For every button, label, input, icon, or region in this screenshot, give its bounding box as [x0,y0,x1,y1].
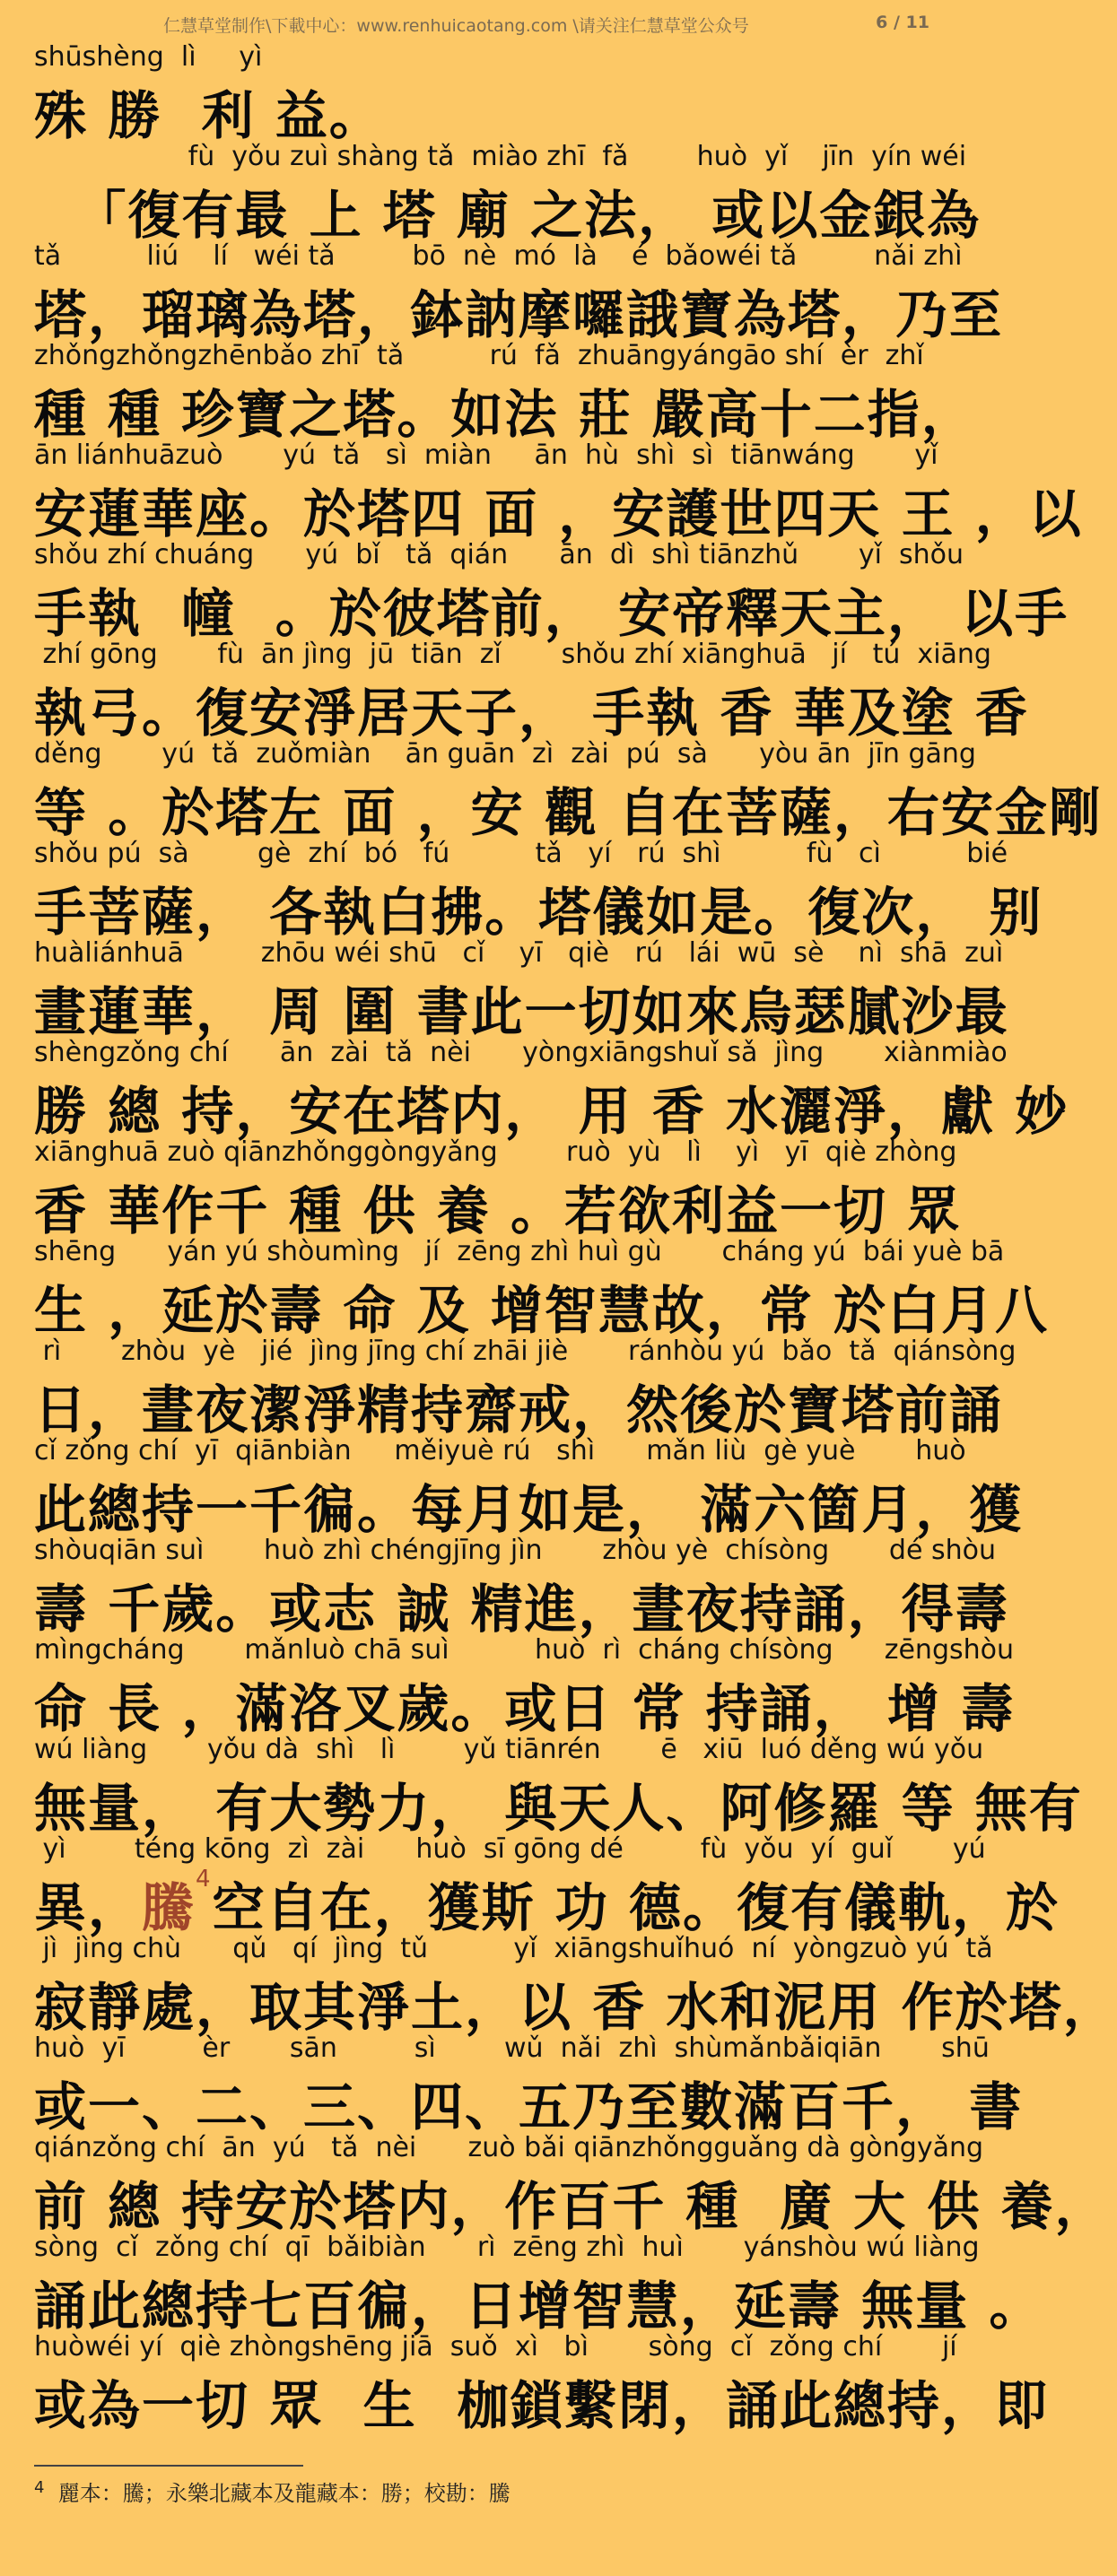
pinyin-line: huòwéi yí qiè zhòngshēng jiā suǒ xì bì sòng cǐ zǒng chí jí [34,2331,957,2363]
footnote-ref-char: 騰 [142,1877,196,1938]
hanzi-line: 安蓮華座。於塔四 面 ，安護世四天 王 ，以 [34,483,1083,544]
footnote-divider [34,2465,303,2467]
pinyin-line: cǐ zǒng chí yī qiānbiàn měiyuè rú shì mǎn liù gè yuè huò [34,1435,966,1466]
hanzi-line: 誦此總持七百徧，日增智慧，延壽 無量 。 [34,2276,1043,2337]
text-line [0,1531,1009,1640]
text-line [0,1332,1017,1440]
hanzi-line: 香 華作千 種 供 養 。若欲利益一切 眾 [34,1180,962,1241]
pinyin-line: shēng yán yú shòumìng jí zēng zhì huì gù cháng yú bái yuè bā [34,1236,1005,1267]
pinyin-line: shūshèng lì yì [34,41,263,73]
pinyin-line: děng yú tǎ zuǒmiàn ān guān zì zài pú sà yòu ān jīn gāng [34,738,976,770]
hanzi-line: 塔，瑠璃為塔，鉢訥摩囉誐寶為塔，乃至 [34,284,1004,345]
footnote [34,2476,511,2507]
pinyin-line: ān liánhuāzuò yú tǎ sì miàn ān hù shì sì tiānwáng yǐ [34,439,938,471]
text-line [0,735,1103,843]
text-line [0,1631,1016,1739]
hanzi-line: 或為一切 眾 生 枷鎖繫閉，誦此總持，即 [34,2375,1049,2436]
text-line [0,336,975,445]
hanzi-line: 寂靜處，取其淨土，以 香 水和泥用 作於塔， [34,1977,1117,2038]
hanzi-line: 日，晝夜潔淨精持齋戒，然後於寶塔前誦 [34,1379,1004,1440]
hanzi-line: 執弓。復安淨居天子， 手執 香 華及塗 香 [34,683,1029,744]
hanzi-line: 等 。於塔左 面 ，安 觀 自在菩薩，右安金剛 [34,782,1103,843]
header-source-text: 仁慧草堂制作\下載中心：www.renhuicaotang.com \请关注仁慧草堂公众号 [163,16,749,36]
text-line [0,2328,1049,2436]
hanzi-line: 勝 總 持，安在塔内， 用 香 水灑淨，獻 妙 [34,1081,1069,1142]
pinyin-line: shǒu zhí chuáng yú bǐ tǎ qián ān dì shì tiānzhǔ yǐ shǒu [34,539,964,570]
pinyin-line: huàliánhuā zhōu wéi shū cǐ yī qiè rú lái wū sè nì shā zuì [34,937,1004,969]
pinyin-line: qiánzǒng chí ān yú tǎ nèi zuò bǎi qiānzhǒngguǎng dà gòngyǎng [34,2132,984,2163]
scripture-text [0,38,1117,2436]
hanzi-segment: 空自在，獲斯 功 德。復有儀軌，於 [212,1877,1060,1938]
pinyin-line: zhí gōng fù ān jìng jū tiān zǐ shǒu zhí xiānghuā jí tú xiāng [34,639,991,670]
pinyin-line: mìngcháng mǎnluò chā suì huò rì cháng chísòng zēngshòu [34,1634,1014,1666]
text-line [0,1432,1024,1540]
pinyin-line: huò yī èr sān sì wǔ nǎi zhì shùmǎnbǎiqiān shū [34,2032,990,2064]
text-line [0,635,1029,744]
text-line [0,834,1043,943]
footnote-marker[interactable]: 4 [196,1866,213,1893]
hanzi-line: 命 長 ，滿洛叉歲。或日 常 持誦， 增 壽 [34,1678,1016,1739]
text-line [0,535,1069,644]
pinyin-line: tǎ liú lí wéi tǎ bō nè mó là é bǎowéi tǎ nǎi zhì [34,240,963,272]
page-number: 6 / 11 [876,13,929,32]
text-line [0,2228,1043,2337]
footnote-text: 麗本：騰；永樂北藏本及龍藏本：勝；校勘：騰 [57,2481,511,2506]
text-line [0,2029,1024,2137]
hanzi-segment: 異， [34,1877,143,1938]
pinyin-line: wú liàng yǒu dà shì lì yǔ tiānrén ē xiū luó děng wú yǒu [34,1734,984,1765]
text-line [0,38,969,146]
hanzi-line: 無量， 有大勢力， 與天人、阿修羅 等 無有 [34,1778,1083,1839]
pinyin-line: shòuqiān suì huò zhì chéngjīng jìn zhòu yè chísòng dé shòu [34,1535,996,1566]
hanzi-line: 畫蓮華， 周 圍 書此一切如來烏瑟膩沙最 [34,981,1009,1042]
text-line [0,1133,969,1241]
text-line [0,1830,1060,1938]
pinyin-line: zhǒngzhǒngzhēnbǎo zhī tǎ rú fǎ zhuāngyángāo shí èr zhǐ [34,340,924,371]
pinyin-line: jì jìng chù qǔ qí jìng tǔ yǐ xiāngshuǐhuó ní yòngzuò yú tǎ [34,1933,993,1964]
hanzi-line: 壽 千歲。或志 誠 精進，晝夜持誦，得壽 [34,1579,1009,1640]
hanzi-line: 手執 幢 。於彼塔前， 安帝釋天主， 以手 [34,583,1069,644]
pinyin-line: rì zhòu yè jié jìng jīng chí zhāi jiè ránhòu yú bǎo tǎ qiánsòng [34,1336,1017,1367]
text-line [0,2128,1109,2237]
hanzi-line: 此總持一千徧。每月如是， 滿六箇月，獲 [34,1479,1024,1540]
hanzi-line: 「復有最 上 塔 廟 之法， 或以金銀為 [34,185,982,246]
pinyin-line: shèngzǒng chí ān zài tǎ nèi yòngxiāngshuǐ sǎ jìng xiànmiào [34,1037,1008,1068]
hanzi-line: 種 種 珍寶之塔。如法 莊 嚴高十二指， [34,384,975,445]
pinyin-line: xiānghuā zuò qiānzhǒnggòngyǎng ruò yù lì yì yī qiè zhòng [34,1136,957,1168]
hanzi-line: 或一、二、三、四、五乃至數滿百千， 書 [34,2076,1024,2137]
footnote-number: 4 [34,2478,45,2497]
text-line [0,1929,1117,2038]
hanzi-line: 殊 勝 利 益。 [34,85,383,146]
text-line [0,137,982,246]
text-line [0,237,1004,345]
text-line [0,436,1083,544]
hanzi-line: 手菩薩， 各執白拂。塔儀如是。復次， 别 [34,882,1043,943]
text-line [0,934,1009,1042]
text-line [0,1033,1069,1142]
pinyin-line: shǒu pú sà gè zhí bó fú tǎ yí rú shì fù cì bié [34,838,1008,869]
pinyin-line: yì téng kōng zì zài huò sī gōng dé fù yǒu yí guǐ yú [34,1833,986,1865]
text-line [0,1232,1049,1341]
hanzi-line: 前 總 持安於塔内，作百千 種 廣 大 供 養， [34,2176,1109,2237]
pinyin-line: fù yǒu zuì shàng tǎ miào zhī fǎ huò yǐ jīn yín wéi [34,141,967,172]
text-line [0,1730,1083,1839]
pinyin-line: sòng cǐ zǒng chí qī bǎibiàn rì zēng zhì huì yánshòu wú liàng [34,2232,980,2263]
hanzi-line: 生 ，延於壽 命 及 增智慧故，常 於白月八 [34,1280,1049,1341]
